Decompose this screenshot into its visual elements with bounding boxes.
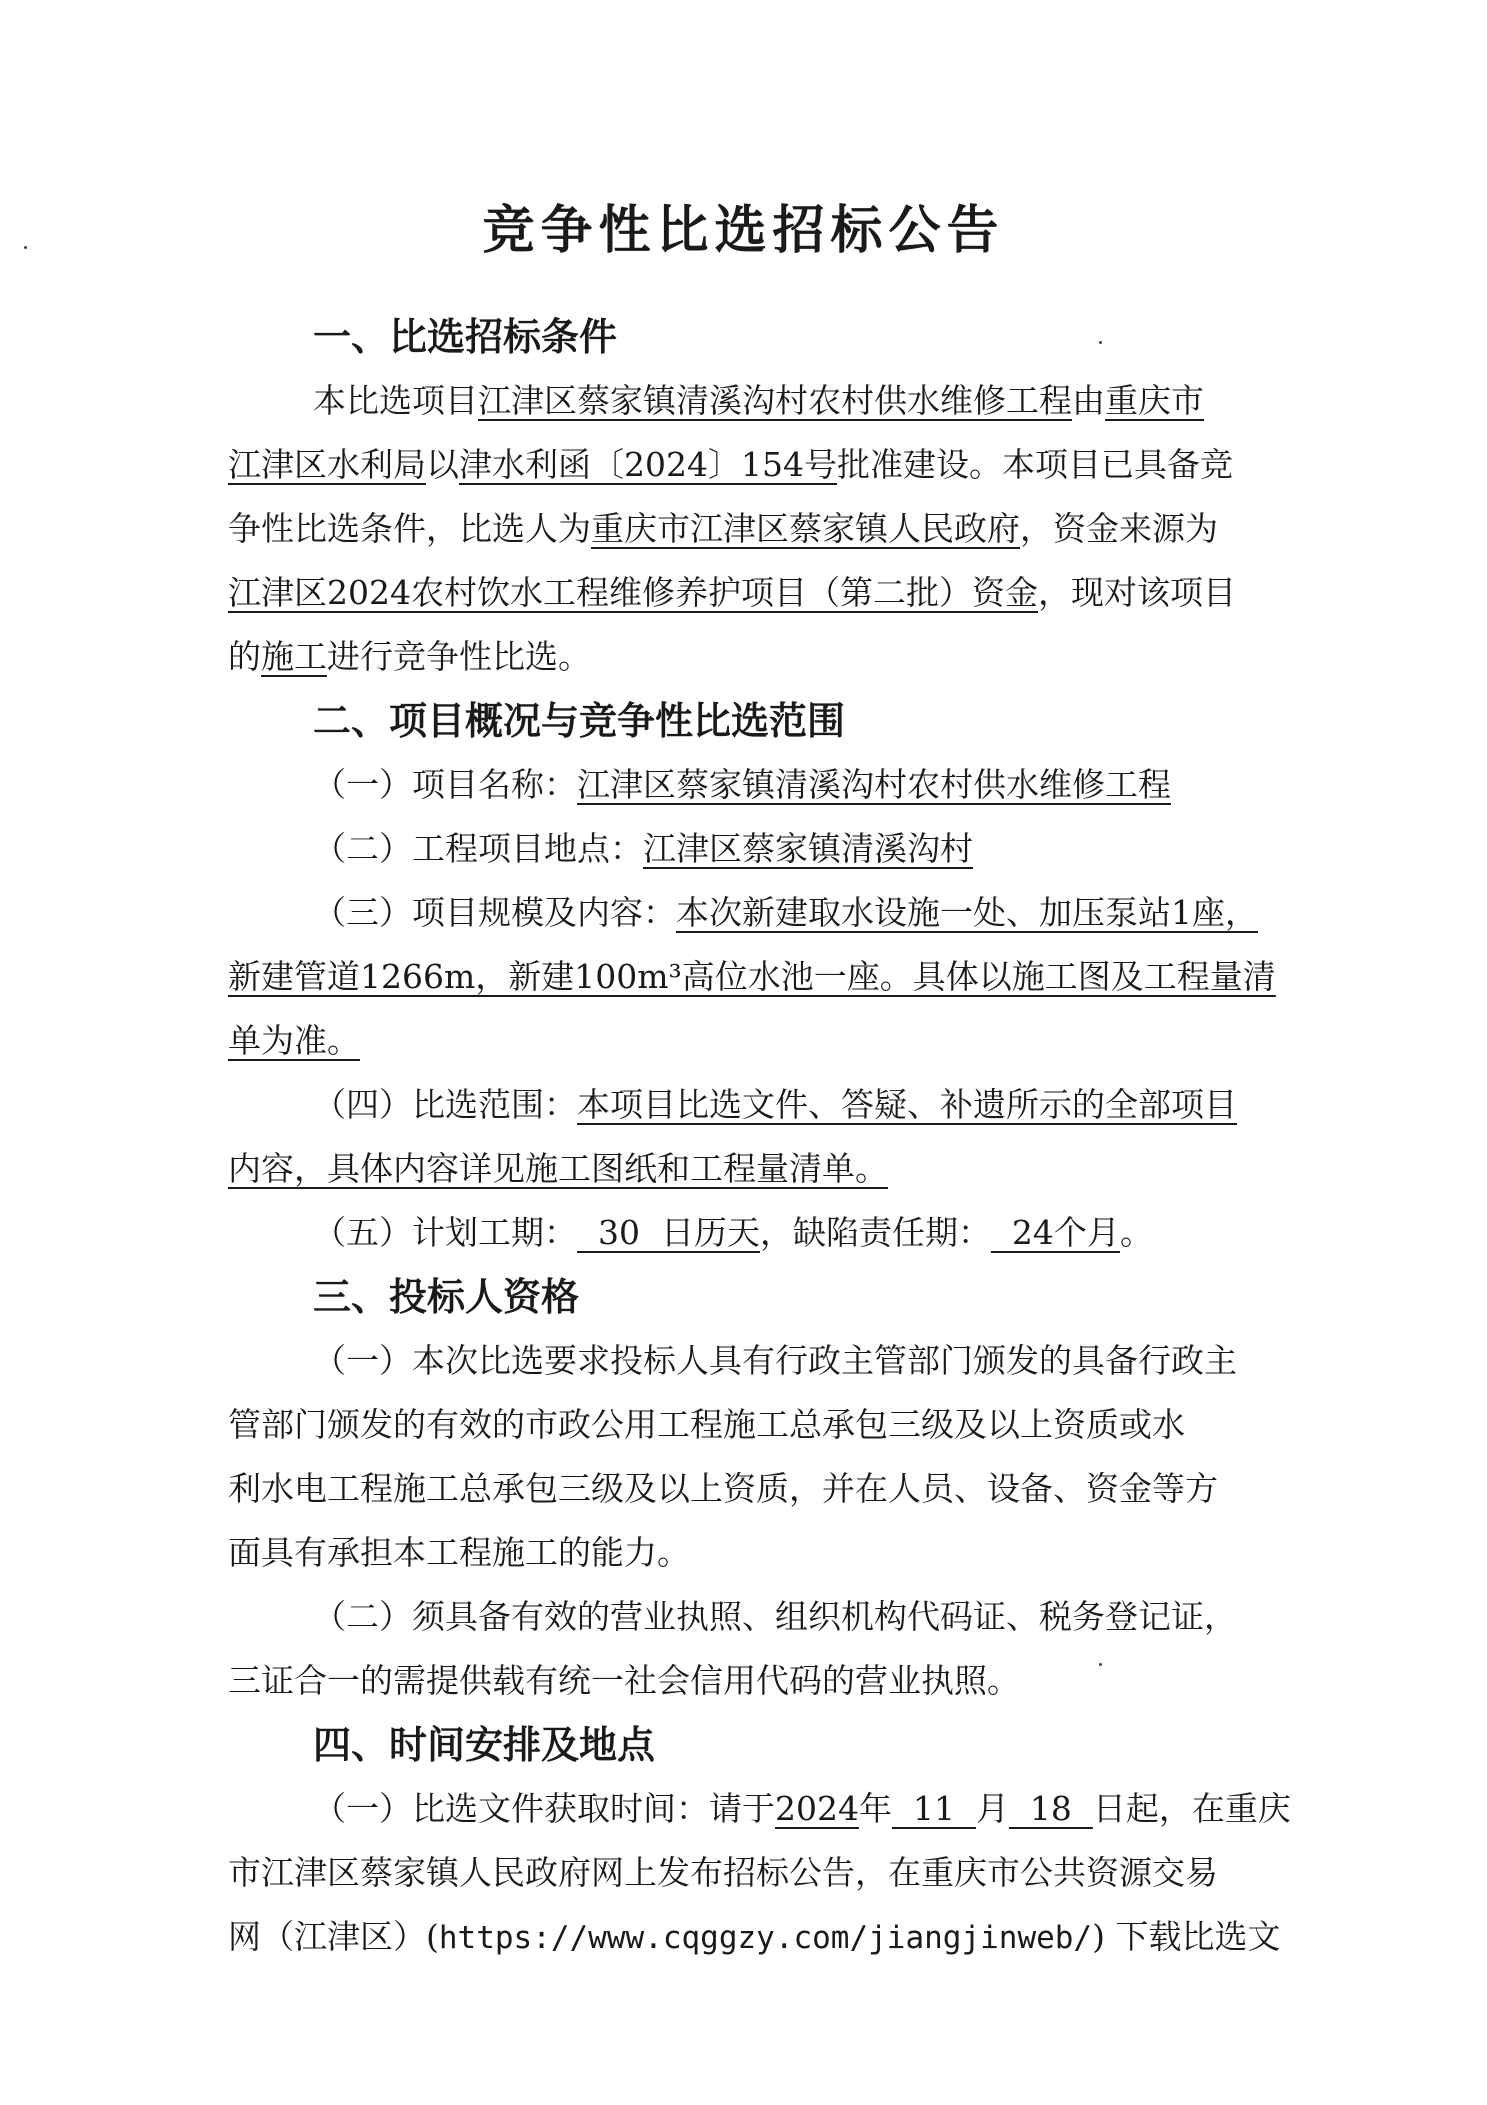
section-heading-3: 三、投标人资格 [313, 1274, 580, 1319]
item-range: 本项目比选文件、答疑、补遗所示的全部项目 [577, 1085, 1237, 1124]
section-heading-2: 二、项目概况与竞争性比选范围 [313, 698, 846, 743]
approver-part2: 江津区水利局 [228, 445, 426, 484]
scan-speck [1099, 1663, 1102, 1666]
date-year: 2024 [775, 1789, 859, 1828]
text-line: （二）须具备有效的营业执照、组织机构代码证、税务登记证， [313, 1597, 1237, 1636]
item-range-cont: 内容，具体内容详见施工图纸和工程量清单。 [228, 1149, 888, 1188]
text-line: 管部门颁发的有效的市政公用工程施工总承包三级及以上资质或水 [228, 1405, 1185, 1444]
item-scale: 本次新建取水设施一处、加压泵站1座， [676, 893, 1258, 932]
section-heading-4: 四、时间安排及地点 [313, 1722, 656, 1767]
selector-name: 重庆市江津区蔡家镇人民政府 [591, 509, 1020, 548]
text-line [228, 1011, 360, 1071]
item-project-name: 江津区蔡家镇清溪沟村农村供水维修工程 [577, 765, 1171, 804]
item-scale-end: 单为准。 [228, 1021, 360, 1060]
document-title: 竞争性比选招标公告 [482, 200, 1005, 261]
text-line: 本比选项目江津区蔡家镇清溪沟村农村供水维修工程由重庆市 [313, 381, 1204, 420]
text-line: （一）本次比选要求投标人具有行政主管部门颁发的具备行政主 [313, 1341, 1237, 1380]
text-line: （五）计划工期： 30 日历天，缺陷责任期： 24个月。 [313, 1213, 1153, 1252]
scan-speck [1099, 341, 1102, 344]
text-line: 网（江津区）(https://www.cqggzy.com/jiangjinweb/) 下载比选文 [228, 1917, 1281, 1956]
plan-duration: 30 日历天 [577, 1213, 760, 1252]
approver-part1: 重庆市 [1105, 381, 1204, 420]
text-line: 利水电工程施工总承包三级及以上资质，并在人员、设备、资金等方 [228, 1469, 1218, 1508]
scan-speck [24, 246, 27, 249]
approval-number: 津水利函〔2024〕154号 [459, 445, 837, 484]
text-line: 争性比选条件，比选人为重庆市江津区蔡家镇人民政府，资金来源为 [228, 509, 1218, 548]
item-scale-cont: 新建管道1266m，新建100m³高位水池一座。具体以施工图及工程量清 [228, 957, 1276, 996]
text-line [228, 947, 1276, 1007]
scope-type: 施工 [261, 637, 327, 676]
download-url: https://www.cqggzy.com/jiangjinweb/ [438, 1920, 1093, 1956]
item-location: 江津区蔡家镇清溪沟村 [643, 829, 973, 868]
date-month: 11 [891, 1789, 976, 1828]
text-line: （一）比选文件获取时间：请于2024年 11 月 18 日起，在重庆 [313, 1789, 1291, 1828]
text-line: （三）项目规模及内容：本次新建取水设施一处、加压泵站1座， [313, 893, 1258, 932]
date-day: 18 [1008, 1789, 1093, 1828]
text-line: （四）比选范围：本项目比选文件、答疑、补遗所示的全部项目 [313, 1085, 1237, 1124]
section-heading-1: 一、比选招标条件 [313, 314, 618, 359]
text-line: 面具有承担本工程施工的能力。 [228, 1533, 690, 1572]
text-line: 市江津区蔡家镇人民政府网上发布招标公告，在重庆市公共资源交易 [228, 1853, 1218, 1892]
text-line [228, 1139, 888, 1199]
text-line: 江津区水利局以津水利函〔2024〕154号批准建设。本项目已具备竞 [228, 445, 1233, 484]
defect-period: 24个月 [990, 1213, 1120, 1252]
text-line: （一）项目名称：江津区蔡家镇清溪沟村农村供水维修工程 [313, 765, 1171, 804]
text-line: 三证合一的需提供载有统一社会信用代码的营业执照。 [228, 1661, 1020, 1700]
text-line: （二）工程项目地点：江津区蔡家镇清溪沟村 [313, 829, 973, 868]
text-line: 江津区2024农村饮水工程维修养护项目（第二批）资金，现对该项目 [228, 573, 1236, 612]
fund-source: 江津区2024农村饮水工程维修养护项目（第二批）资金 [228, 573, 1038, 612]
text-line: 的施工进行竞争性比选。 [228, 637, 591, 676]
project-name: 江津区蔡家镇清溪沟村农村供水维修工程 [478, 381, 1072, 420]
